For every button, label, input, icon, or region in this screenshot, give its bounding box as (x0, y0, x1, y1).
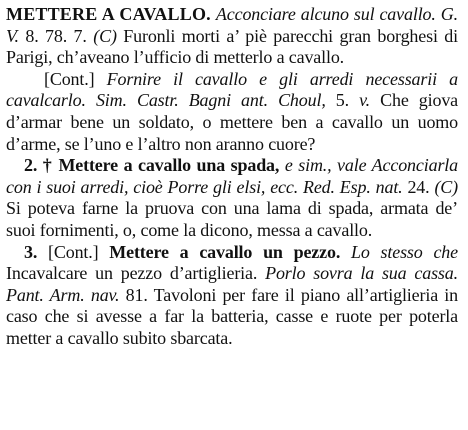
sense-3-label: [Cont.] (48, 241, 99, 262)
sense-3-number: 3. (24, 241, 38, 262)
citation-source: G. V. (6, 4, 458, 46)
dagger-mark: † (42, 155, 53, 176)
cont-citation-v: v. (359, 90, 370, 111)
entry-cont (6, 69, 458, 155)
cont-definition: Fornire il cavallo e gli arredi necessarii a cavalcarlo. (6, 68, 458, 111)
sense-3-citation-ref: 81. (125, 284, 148, 305)
headword: METTERE A CAVALLO. (6, 4, 211, 24)
cont-citation-ref: 5. (335, 90, 349, 111)
sense-2 (6, 155, 458, 241)
sense-3-phrase: Mettere a cavallo un pezzo. (109, 241, 341, 262)
sense-2-citation-ref: 24. (407, 176, 430, 197)
sense-3-intro: Lo stesso che (351, 241, 458, 262)
citation-ref: 8. 78. 7. (25, 25, 87, 46)
cont-citation-source: Sim. Castr. Bagni ant. Choul, (95, 90, 326, 111)
definition: Acconciare alcuno sul cavallo. (215, 4, 436, 24)
sense-2-citation-source: Red. Esp. nat. (303, 176, 403, 197)
sense-2-number: 2. (24, 155, 38, 176)
cont-quote: Che giova d’armar bene un soldato, o mettere ben a cavallo un uomo d’arme, se l’uno e l’altro non aranno cuore? (6, 90, 459, 154)
sense-3-definition: Incavalcare un pezzo d’artiglieria. (6, 263, 258, 284)
sense-3-gloss: Porlo sovra la sua cassa. (265, 263, 458, 284)
citation-mark: (C) (93, 25, 117, 46)
sense-3-quote: Tavoloni per fare il piano all’artiglieria in caso che si avesse a far la batteria, casse e ruote per poterla metter a cavallo subito sbarcata. (6, 284, 458, 348)
cont-label: [Cont.] (44, 68, 95, 89)
sense-2-phrase: Mettere a cavallo una spada, (58, 155, 280, 176)
sense-2-citation-mark: (C) (434, 176, 458, 197)
entry-main (6, 4, 458, 69)
sense-2-quote: Si poteva farne la pruova con una lama di spada, armata de’ suoi fornimenti, o, come la dicono, messa a cavallo. (6, 198, 458, 240)
sense-2-definition: e sim., vale Acconciarla con i suoi arredi, cioè Porre gli elsi, ecc. (6, 155, 458, 197)
citation-quote: Furonli morti a’ piè parecchi gran borghesi di Parigi, ch’aveano l’ufficio di metterlo a cavallo. (6, 25, 458, 68)
sense-3 (6, 242, 458, 350)
sense-3-citation-source: Pant. Arm. nav. (6, 284, 120, 305)
